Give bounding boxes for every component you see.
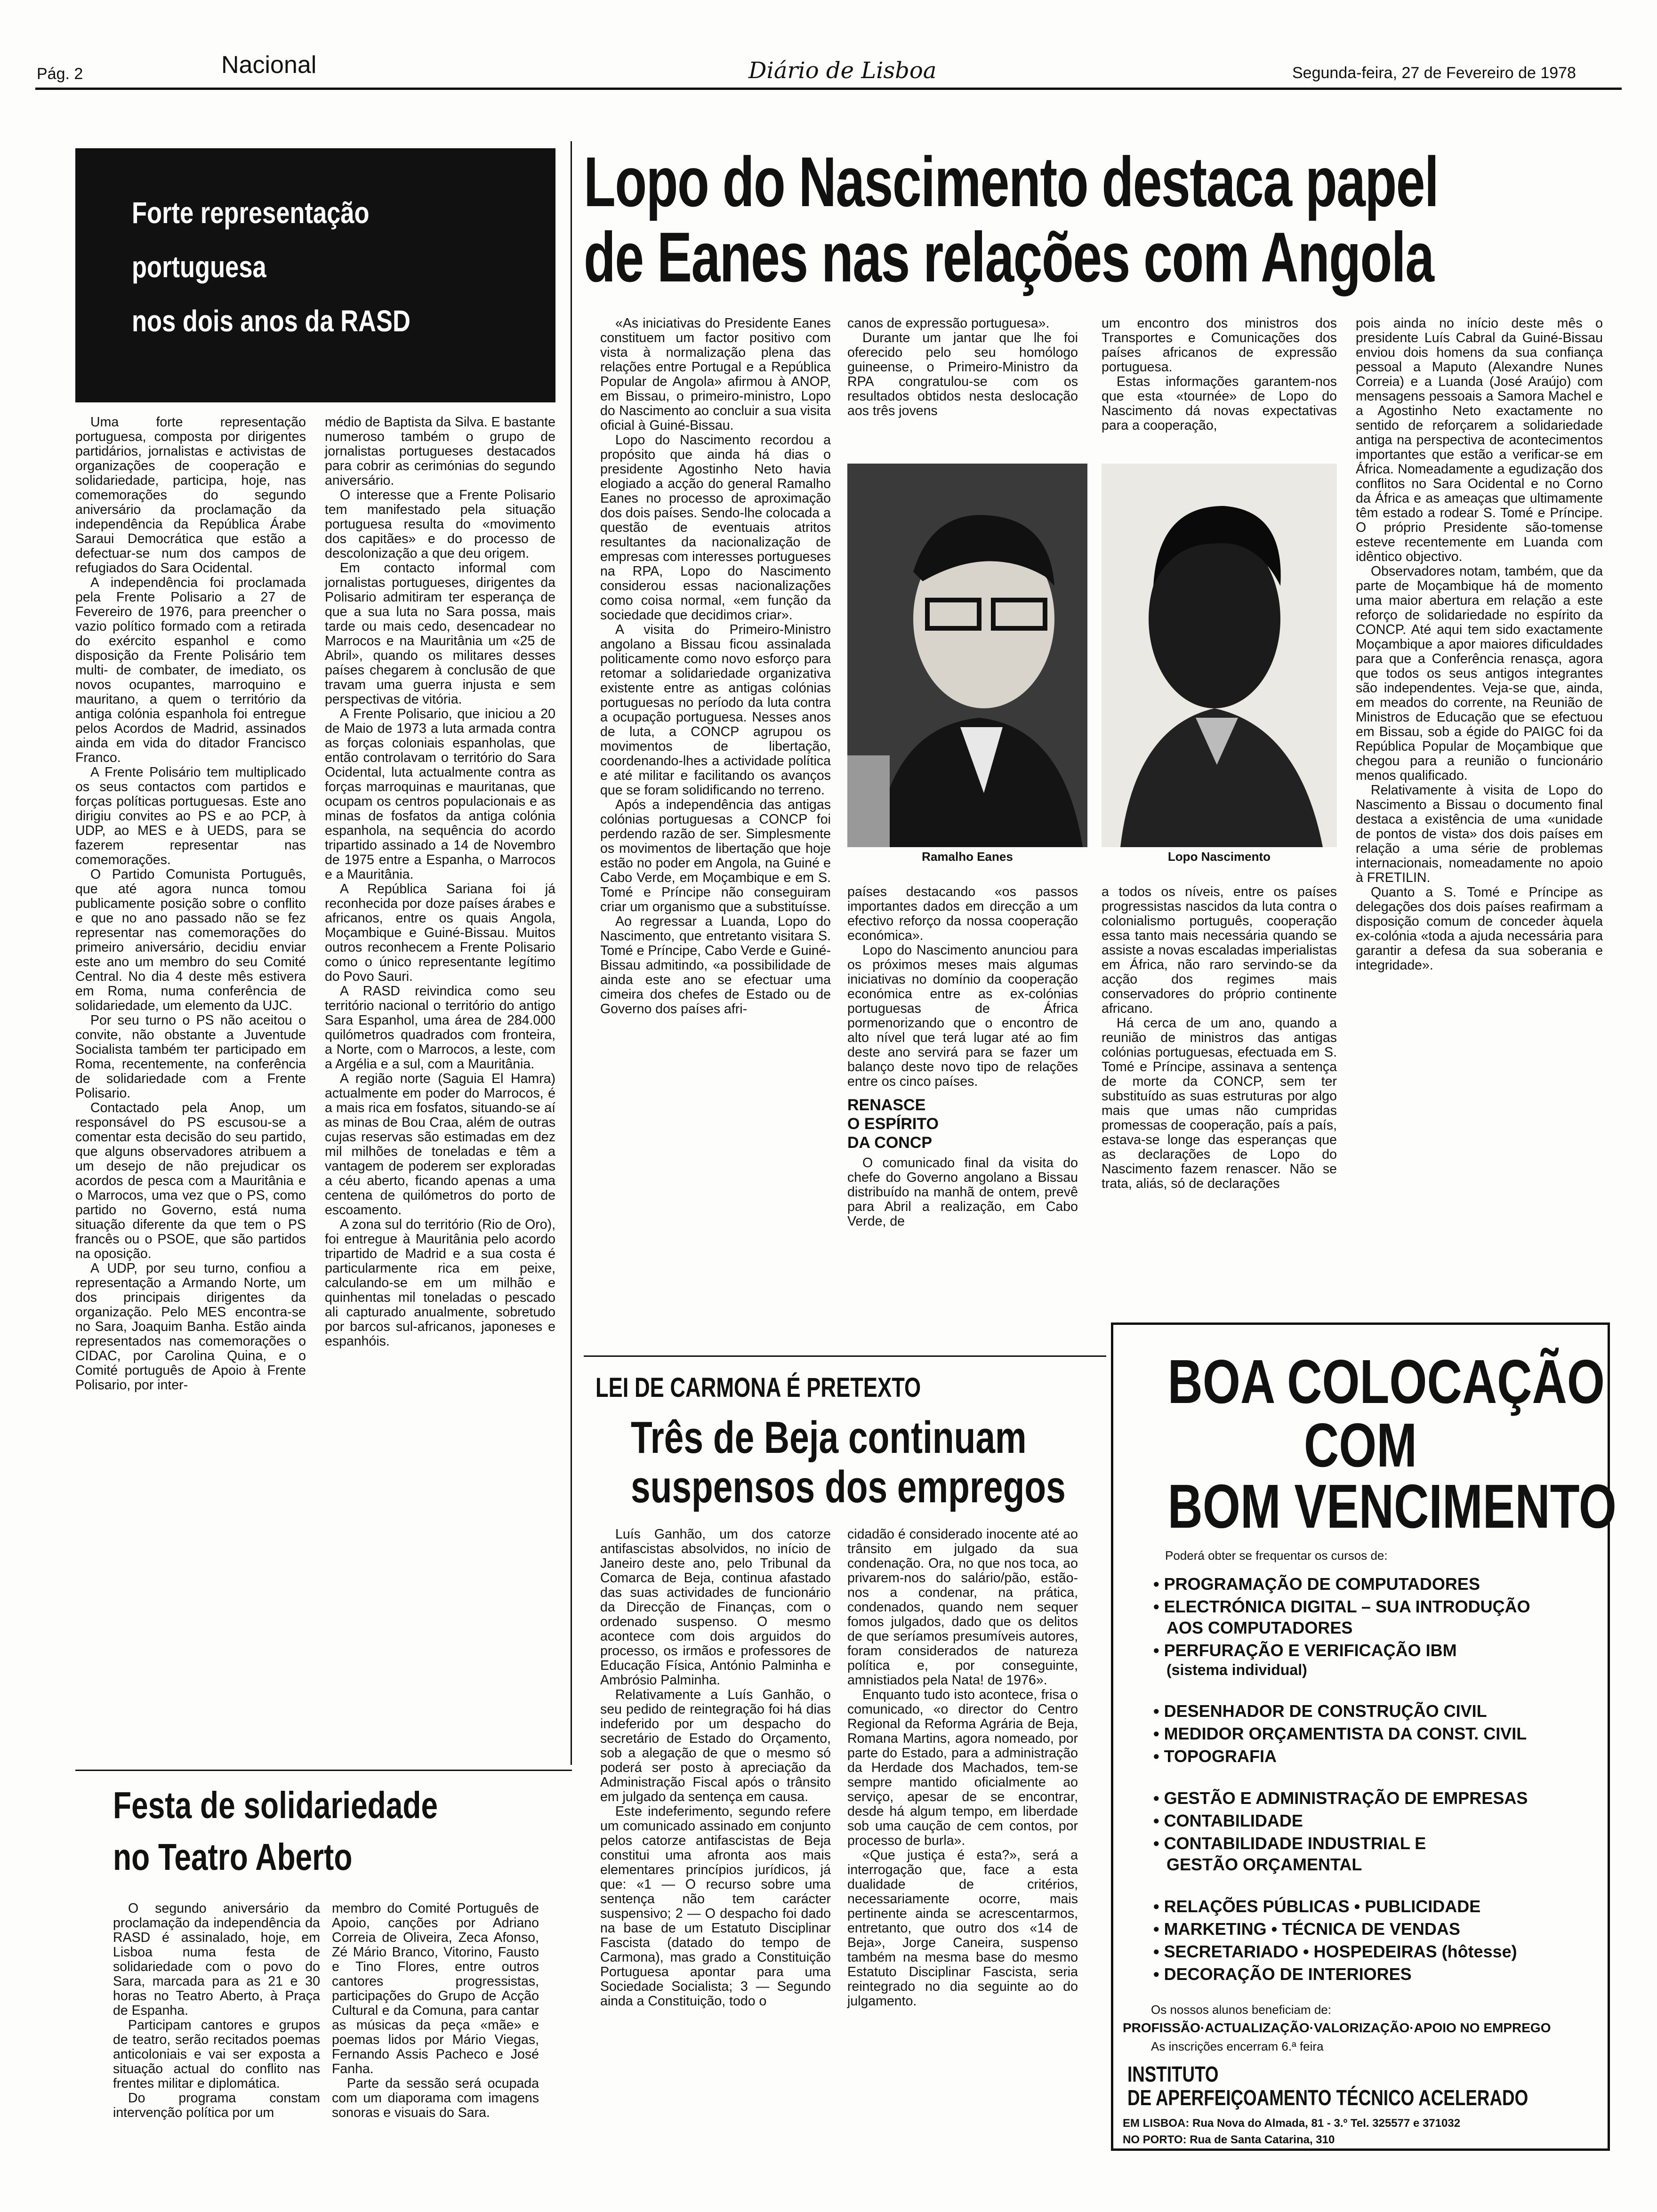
paragraph: Este indeferimento, segundo refere um comunicado assinado em conjunto pelos catorze antifascistas de Beja constitui uma afronta aos mais elementares princípios jurídicos, já que: «1 — O recurso sobre uma sentença não tem carácter suspensivo; 2 — O despacho foi dado na base de um Estatuto Disciplinar Fascista (datado do tempo de Carmona), mas grado a Constituição Portuguesa apontar para uma Sociedade Socialista; 3 — Segundo ainda a Constituição, todo o [600,1804,831,2009]
paragraph: países destacando «os passos importantes dados em direcção a um efectivo reforço da nossa cooperação económica». [847,884,1078,943]
paragraph: O comunicado final da visita do chefe do Governo angolano a Bissau distribuído na manhã de ontem, prevê para Abril a realização, em Cabo Verde, de [847,1155,1078,1229]
course-item: • CONTABILIDADE [1153,1811,1303,1830]
subheading-line: RENASCE [847,1096,926,1114]
paragraph: um encontro dos ministros dos Transportes e Comunicações dos países africanos de expressão portuguesa. [1102,316,1337,375]
course-item: • GESTÃO E ADMINISTRAÇÃO DE EMPRESAS [1153,1788,1528,1808]
paragraph: médio de Baptista da Silva. E bastante numeroso também o grupo de jornalistas portugueses destacados para cobrir as cerimónias do segundo aniversário. [325,415,555,488]
course-item: • MARKETING • TÉCNICA DE VENDAS [1153,1919,1460,1939]
paragraph: Luís Ganhão, um dos catorze antifascistas absolvidos, no início de Janeiro deste ano, pelo Tribunal da Comarca de Beja, continua afastado das suas actividades de funcionário da Direcção de Finanças, com o ordenado suspenso. O mesmo acontece com dois arguidos do processo, os irmãos e professores de Educação Física, António Palminha e Ambrósio Palminha. [600,1527,831,1688]
rasd-column-1 [75,415,306,1393]
paragraph: Há cerca de um ano, quando a reunião de ministros das antigas colónias portuguesas, efectuada em S. Tomé e Príncipe, assinava a sentença de morte da CONCP, sem ter substituído as suas estruturas por algo mais que umas não cumpridas promessas de cooperação, país a país, estava-se longe das esperanças que as declarações de Lopo do Nascimento fazem renascer. Não se trata, aliás, só de declarações [1102,1016,1337,1191]
course-item: • ELECTRÓNICA DIGITAL – SUA INTRODUÇÃO [1153,1597,1530,1616]
lopo-column-2-bottom [847,885,1078,1229]
course-advertisement [1111,1322,1617,2151]
lopo-column-2-top [847,316,1078,418]
paragraph: Ao regressar a Luanda, Lopo do Nascimento, que entretanto visitara S. Tomé e Príncipe, Cabo Verde e Guiné-Bissau admitindo, «a possibilidade de ainda este ano se efectuar uma cimeira dos chefes de Estado ou de Governo dos países afri- [600,914,831,1017]
institute-name-line1: INSTITUTO [1127,2062,1219,2086]
page-number: Pág. 2 [37,65,83,83]
paragraph: Parte da sessão será ocupada com um diaporama com imagens sonoras e visuais do Sara. [332,2076,539,2120]
subheading [847,1096,1078,1152]
course-item: • TOPOGRAFIA [1153,1747,1277,1766]
paragraph: A UDP, por seu turno, confiou a representação a Armando Norte, um dos principais dirigentes da organização. Pelo MES encontra-se no Sara, Joaquim Banha. Estão ainda representados nas comemorações o CIDAC, por Carolina Quina, e o Comité português de Apoio à Frente Polisario, por inter- [75,1261,306,1393]
newspaper-name: Diário de Lisboa [748,57,937,84]
paragraph: Do programa constam intervenção política por um [113,2091,320,2120]
lopo-column-4 [1356,316,1603,973]
festa-column-2 [332,1901,539,2120]
masthead-rule [35,88,1622,90]
course-item: • DECORAÇÃO DE INTERIORES [1153,1964,1412,1984]
ad-headline-line3: BOM VENCIMENTO [1167,1472,1617,1541]
paragraph: pois ainda no início deste mês o presidente Luís Cabral da Guiné-Bissau enviou dois homens da sua confiança pessoal a Maputo (Alexandre Nunes Correia) e a Luanda (José Araújo) com mensagens pessoais a Samora Machel e a Agostinho Neto exactamente no sentido de reforçarem a solidariedade antiga na perspectiva de acontecimentos importantes que estão a verificar-se em África. Nomeadamente a egudização dos conflitos no Sara Ocidental e no Corno da África e as ameaças que ultimamente têm estado a rodear S. Tomé e Príncipe. O próprio Presidente são-tomense esteve recentemente em Luanda com idêntico objectivo. [1356,316,1603,564]
portrait-image [1102,464,1337,847]
benefit-intro: Os nossos alunos beneficiam de: [1151,2003,1331,2017]
beja-column-2 [847,1527,1078,2009]
rasd-headline-line1: Forte representação [132,196,370,230]
ad-headline-line1: BOA COLOCAÇÃO [1167,1347,1605,1416]
paragraph: canos de expressão portuguesa». [847,316,1050,331]
lopo-headline-line2: de Eanes nas relações com Angola [584,217,1434,297]
paragraph: Durante um jantar que lhe foi oferecido pelo seu homólogo guineense, o Primeiro-Ministro da RPA congratulou-se com os resultados obtidos nesta deslocação aos três jovens [847,330,1078,418]
section-divider [584,1355,1106,1357]
paragraph: O interesse que a Frente Polisario tem manifestado pela situação portuguesa resulta do «movimento dos capitães» e do processo de descolonização a que deu origem. [325,488,555,561]
paragraph: «As iniciativas do Presidente Eanes constituem um factor positivo com vista à normalização plena das relações entre Portugal e a República Popular de Angola» afirmou à ANOP, em Bissau, o primeiro-ministro, Lopo do Nascimento ao concluir a sua visita oficial à Guiné-Bissau. [600,316,831,433]
paragraph: O Partido Comunista Português, que até agora nunca tomou publicamente posição sobre o conflito e que no ano passado não se fez representar nas comemorações do primeiro aniversário, decidiu enviar este ano um membro do seu Comité Central. No dia 4 deste mês estivera em Roma, numa conferência de solidariedade, um elemento da UJC. [75,867,306,1013]
paragraph: A independência foi proclamada pela Frente Polisario a 27 de Fevereiro de 1976, para preencher o vazio político formado com a retirada do exército espanhol e como disposição da Frente Polisário tem multi- de combater, de imediato, os novos ocupantes, marroquino e mauritano, a quem o território da antiga colónia espanhola foi entregue pelos Acordos de Madrid, assinados ainda em vida do ditador Francisco Franco. [75,575,306,765]
lopo-column-3-bottom [1102,885,1337,1191]
paragraph: A Frente Polisario, que iniciou a 20 de Maio de 1973 a luta armada contra as forças coloniais espanholas, que então controlavam o território do Sara Ocidental, luta actualmente contra as forças marroquinas e mauritanas, que ocupam os centros populacionais e as minas de fosfatos da antiga colónia espanhola, na sequência do acordo tripartido assinado a 14 de Novembro de 1975 entre a Espanha, o Marrocos e a Mauritânia. [325,706,555,882]
course-item: GESTÃO ORÇAMENTAL [1166,1855,1362,1874]
paragraph: Relativamente a Luís Ganhão, o seu pedido de reintegração foi há dias indeferido por um despacho do secretário de Estado do Orçamento, sob a alegação de que o mesmo só poderá ser posto à apreciação da Administração Fiscal após o trânsito em julgado da sentença em causa. [600,1687,831,1804]
institute-name-line2: DE APERFEIÇOAMENTO TÉCNICO ACELERADO [1127,2085,1528,2110]
ad-intro: Poderá obter se frequentar os cursos de: [1165,1548,1388,1563]
photo-lopo-nascimento [1102,464,1337,847]
paragraph: Após a independência das antigas colónias portuguesas a CONCP foi perdendo razão de ser. Simplesmente os movimentos de libertação que hoje estão no poder em Angola, na Guiné e Cabo Verde, em Moçambique e em S. Tomé e Príncipe não conseguiram criar um organismo que a substituísse. [600,797,831,914]
portrait-image [847,464,1087,847]
section-name: Nacional [221,51,317,79]
photo-caption: Lopo Nascimento [1167,850,1271,864]
beja-headline-line2: suspensos dos empregos [631,1462,1066,1512]
paragraph: A República Sariana foi já reconhecida por doze países árabes e africanos, entre os quais Angola, Moçambique e Guiné-Bissau. Muitos outros reconhecem a Frente Polisario como o único representante legítimo do Povo Sauri. [325,882,555,984]
course-item: • SECRETARIADO • HOSPEDEIRAS (hôtesse) [1153,1942,1517,1961]
paragraph: Lopo do Nascimento recordou a propósito que ainda há dias o presidente Agostinho Neto havia elogiado a acção do general Ramalho Eanes no processo de aproximação dos dois países. Sendo-lhe colocada a questão de eventuais atritos resultantes da nacionalização de empresas com interesses portugueses na RPA, Lopo do Nascimento considerou essas nacionalizações como coisa normal, «em função da sociedade que decidimos criar». [600,433,831,623]
paragraph: Por seu turno o PS não aceitou o convite, não obstante a Juventude Socialista também ter participado em Roma, recentemente, na conferência de solidariedade com a Frente Polisario. [75,1013,306,1101]
benefits-line: PROFISSÃO·ACTUALIZAÇÃO·VALORIZAÇÃO·APOIO NO EMPREGO [1123,2020,1551,2035]
paragraph: Enquanto tudo isto acontece, frisa o comunicado, «o director do Centro Regional da Reforma Agrária de Beja, Romana Martins, agora nomeado, por parte do Estado, para a administração da Herdade dos Machados, tem-se sempre mantido oficialmente ao serviço, apesar de se encontrar, desde há algum tempo, em liberdade sob uma caução de cem contos, por processo de burla». [847,1687,1078,1848]
lopo-column-1 [600,316,831,1017]
lopo-column-3-top [1102,316,1337,433]
beja-headline-line1: Três de Beja continuam [631,1412,1027,1463]
paragraph: a todos os níveis, entre os países progressistas nascidos da luta contra o colonialismo português, cooperação essa tanto mais necessária quando se assiste a novas escaladas imperialistas em África, não raro servindo-se da acção dos regimes mais conservadores do próprio continente africano. [1102,884,1337,1016]
enrolment-note: As inscrições encerram 6.ª feira [1151,2039,1324,2053]
paragraph: Participam cantores e grupos de teatro, serão recitados poemas anticoloniais e vai ser exposta a situação actual do conflito nas frentes militar e diplomática. [113,2018,320,2091]
ad-headline-line2: COM [1303,1411,1417,1480]
lopo-headline-line1: Lopo do Nascimento destaca papel [584,142,1439,221]
paragraph: «Que justiça é esta?», será a interrogação que, face a esta dualidade de critérios, necessariamente ocorre, mais pertinente ainda se acrescentarmos, entretanto, que outro dos «14 de Beja», Jorge Caneira, suspenso também na mesma base do mesmo Estatuto Disciplinar Fascista, seria reintegrado no dia seguinte ao do julgamento. [847,1848,1078,2009]
photo-ramalho-eanes [847,464,1087,847]
paragraph: Uma forte representação portuguesa, composta por dirigentes partidários, jornalistas e activistas de organizações de cooperação e solidariedade, participa, hoje, nas comemorações do segundo aniversário da proclamação da independência da República Árabe Saraui Democrática que estão a defectuar-se num dos campos de refugiados do Sara Ocidental. [75,415,306,576]
course-item: AOS COMPUTADORES [1166,1618,1353,1637]
paragraph: O segundo aniversário da proclamação da independência da RASD é assinalado, hoje, em Lisboa numa festa de solidariedade com o povo do Sara, marcada para as 21 e 30 horas no Teatro Aberto, à Praça de Espanha. [113,1901,320,2018]
paragraph: A região norte (Saguia El Hamra) actualmente em poder do Marrocos, é a mais rica em fosfatos, situando-se aí as minas de Bou Craa, além de outras cujas reservas são estimadas em dez mil milhões de toneladas e têm a vantagem de poderem ser exploradas a céu aberto, ficando apenas a uma centena de quilómetros do porto de escoamento. [325,1071,555,1218]
course-item: • PERFURAÇÃO E VERIFICAÇÃO IBM [1153,1641,1457,1660]
rasd-headline-line3: nos dois anos da RASD [132,304,410,338]
rasd-headline-line2: portuguesa [132,250,266,284]
column-divider [571,141,572,1765]
festa-headline-line1: Festa de solidariedade [113,1784,438,1826]
festa-headline-line2: no Teatro Aberto [113,1836,353,1878]
paragraph: Contactado pela Anop, um responsável do PS escusou-se a comentar esta decisão do seu partido, que alguns observadores atribuem a um desejo de não prejudicar os acordos de pesca com a Mauritânia e o Marrocos, uma vez que o PS, como partido no Governo, está numa situação diferente da que tem o PS francês ou o PSOE, que são partidos na oposição. [75,1100,306,1261]
paragraph: cidadão é considerado inocente até ao trânsito em julgado da sua condenação. Ora, no que nos toca, ao privarem-nos do salário/pão, estão-nos a condenar, na prática, condenados, quando nem sequer fomos julgados, dado que os delitos de que seríamos presumíveis autores, foram considerados de natureza política e, por conseguinte, amnistiados pela Nata! de 1976». [847,1527,1078,1688]
paragraph: Lopo do Nascimento anunciou para os próximos meses mais algumas iniciativas no domínio da cooperação económica entre as ex-colónias portuguesas de África pormenorizando que o encontro de alto nível que terá lugar até ao fim deste ano servirá para se fazer um balanço deste novo tipo de relações entre os cinco países. [847,943,1078,1089]
festa-column-1 [113,1901,320,2120]
paragraph: A visita do Primeiro-Ministro angolano a Bissau ficou assinalada politicamente como novo esforço para retomar a solidariedade organizativa existente entre as antigas colónias portuguesas no período da luta contra a ocupação portuguesa. Nesses anos de luta, a CONCP agrupou os movimentos de libertação, coordenando-lhes a actividade política e até militar e facilitando os avanços que se foram solidificando no terreno. [600,622,831,798]
porto-address: NO PORTO: Rua de Santa Catarina, 310 [1123,2133,1335,2146]
section-divider [75,1770,572,1771]
paragraph: Observadores notam, também, que da parte de Moçambique há de momento uma maior abertura em relação a este reforço de solidariedade no espírito da CONCP. Até aqui tem sido exactamente Moçambique a apor maiores dificuldades para que a Conferência renasça, agora que todos os seus antigos integrantes são independentes. Veja-se que, ainda, em meados do corrente, na Reunião de Ministros de Educação que se efectuou em Bissau, sob a égide do PAIGC foi da República Popular de Moçambique que chegou para a reunião o funcionário menos qualificado. [1356,564,1603,783]
course-item: • MEDIDOR ORÇAMENTISTA DA CONST. CIVIL [1153,1724,1527,1743]
paragraph: A Frente Polisário tem multiplicado os seus contactos com partidos e forças políticas portuguesas. Este ano dirigiu convites ao PS e ao PCP, à UDP, ao MES e à UEDS, para se fazerem representar nas comemorações. [75,765,306,867]
course-item: • RELAÇÕES PÚBLICAS • PUBLICIDADE [1153,1897,1481,1916]
course-item: • CONTABILIDADE INDUSTRIAL E [1153,1834,1426,1853]
paragraph: A RASD reivindica como seu território nacional o território do antigo Sara Espanhol, uma área de 284.000 quilómetros quadrados com fronteira, a Norte, com o Marrocos, a leste, com a Argélia e a sul, com a Mauritânia. [325,984,555,1072]
paragraph: A zona sul do território (Rio de Oro), foi entregue à Mauritânia pelo acordo tripartido de Madrid e a sua costa é particularmente rica em peixe, calculando-se em um milhão e quinhentas mil toneladas o pescado ali capturado anualmente, sobretudo por barcos sul-africanos, japoneses e espanhóis. [325,1217,555,1349]
paragraph: Quanto a S. Tomé e Príncipe as delegações dos dois países reafirmam a disposição comum de conceder àquela ex-colónia «toda a ajuda necessária para garantir a defesa da sua soberania e integridade». [1356,885,1603,973]
rasd-column-2 [325,415,555,1349]
issue-date: Segunda-feira, 27 de Fevereiro de 1978 [1292,64,1576,82]
rasd-headline-box [75,148,555,402]
paragraph: Relativamente à visita de Lopo do Nascimento a Bissau o documento final destaca a existência de uma «unidade de pontos de vista» dos dois países em relação a uma série de problemas internacionais, nomeadamente no apoio à FRETILIN. [1356,783,1603,885]
lisboa-address: EM LISBOA: Rua Nova do Almada, 81 - 3.º Tel. 325577 e 371032 [1123,2117,1461,2130]
photo-caption: Ramalho Eanes [922,850,1013,864]
subheading-line: O ESPÍRITO [847,1115,939,1133]
paragraph: membro do Comité Português de Apoio, canções por Adriano Correia de Oliveira, Zeca Afonso, Zé Mário Branco, Vitorino, Fausto e Tino Flores, entre outros cantores progressistas, participações do Grupo de Acção Cultural e da Comuna, para cantar as músicas da peça «mãe» e poemas lidos por Mário Viegas, Fernando Assis Pacheco e José Fanha. [332,1901,539,2076]
subheading-line: DA CONCP [847,1134,933,1152]
beja-kicker: LEI DE CARMONA É PRETEXTO [595,1372,921,1403]
paragraph: Estas informações garantem-nos que esta «tournée» de Lopo do Nascimento dá novas expectativas para a cooperação, [1102,374,1337,433]
course-item: • DESENHADOR DE CONSTRUÇÃO CIVIL [1153,1701,1487,1721]
course-item: (sistema individual) [1166,1661,1307,1678]
paragraph: Em contacto informal com jornalistas portugueses, dirigentes da Polisario admitiram ter esperança de que a sua luta no Sara possa, mais tarde ou mais cedo, desencadear no Marrocos e na Mauritânia um «25 de Abril», quando os militares desses países chegarem à conclusão de que travam uma guerra injusta e sem perspectivas de vitória. [325,561,555,707]
beja-column-1 [600,1527,831,2009]
course-item: • PROGRAMAÇÃO DE COMPUTADORES [1153,1574,1480,1594]
